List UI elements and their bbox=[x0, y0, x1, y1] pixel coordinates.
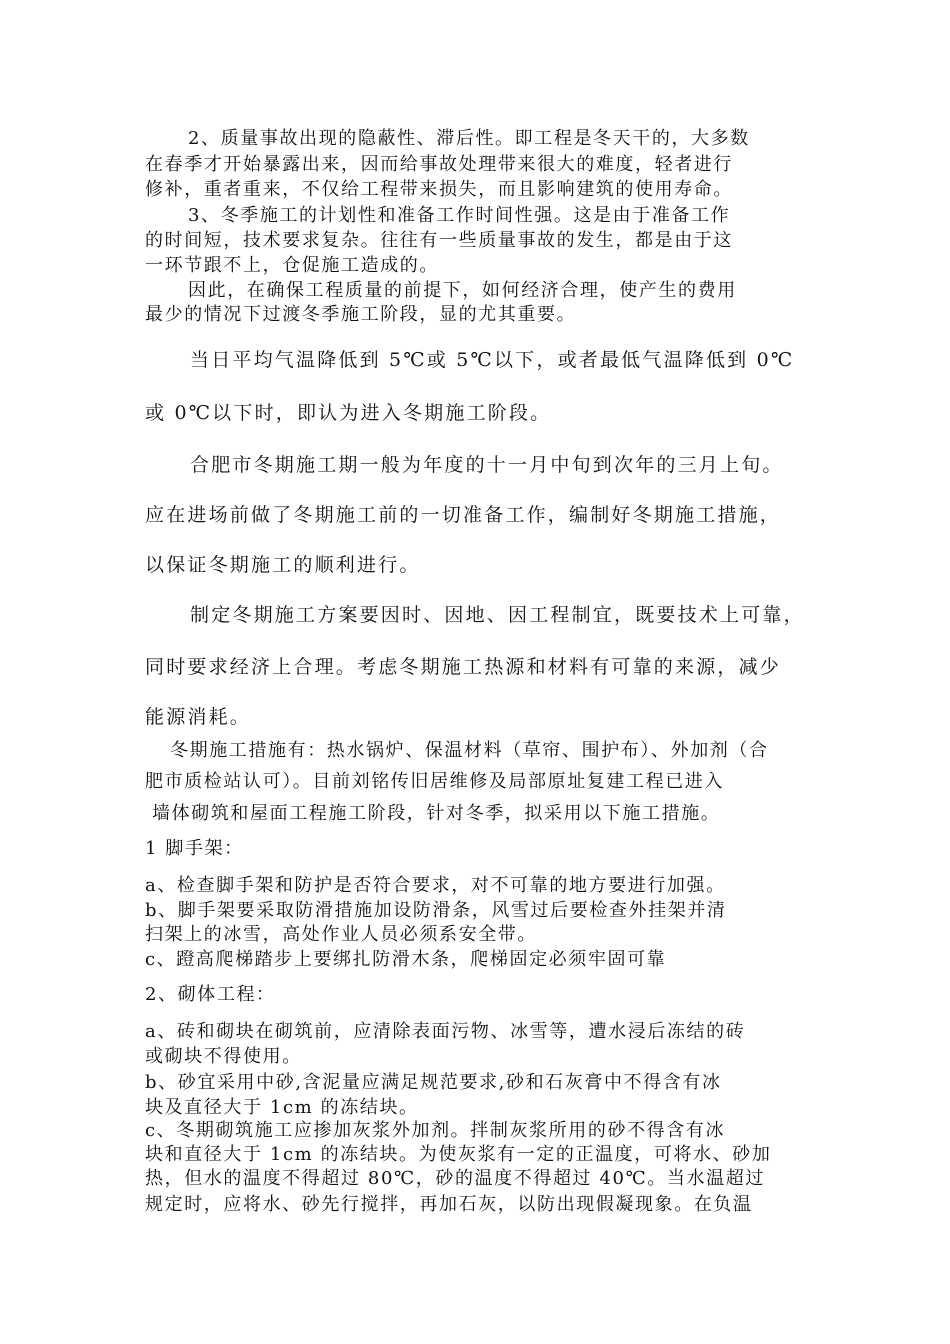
paragraph-line: 热，但水的温度不得超过 80℃，砂的温度不得超过 40℃。当水温超过 bbox=[145, 1168, 765, 1189]
paragraph-line: 冬期施工措施有：热水锅炉、保温材料（草帘、围护布）、外加剂（合 bbox=[170, 740, 769, 761]
paragraph-line: 因此，在确保工程质量的前提下，如何经济合理，使产生的费用 bbox=[188, 280, 737, 301]
paragraph-line: 同时要求经济上合理。考虑冬期施工热源和材料有可靠的来源，减少 bbox=[145, 656, 782, 678]
paragraph-line: 一环节跟不上，仓促施工造成的。 bbox=[145, 255, 439, 276]
paragraph-line: 2、质量事故出现的隐蔽性、滞后性。即工程是冬天干的，大多数 bbox=[188, 128, 750, 149]
paragraph-line: a、砖和砌块在砌筑前，应清除表面污物、冰雪等，遭水浸后冻结的砖 bbox=[145, 1021, 746, 1042]
paragraph-line: c、冬期砌筑施工应掺加灰浆外加剂。拌制灰浆所用的砂不得含有冰 bbox=[145, 1120, 726, 1141]
paragraph-line: 或砌块不得使用。 bbox=[145, 1046, 302, 1067]
paragraph-line: 或 0℃以下时，即认为进入冬期施工阶段。 bbox=[145, 402, 552, 424]
paragraph-line: 最少的情况下过渡冬季施工阶段，显的尤其重要。 bbox=[145, 304, 577, 325]
paragraph-line: 能源消耗。 bbox=[145, 706, 252, 728]
paragraph-line: 扫架上的冰雪，高处作业人员必须系安全带。 bbox=[145, 924, 537, 945]
paragraph-line: 以保证冬期施工的顺利进行。 bbox=[145, 554, 421, 576]
paragraph-line: 制定冬期施工方案要因时、因地、因工程制宜，既要技术上可靠， bbox=[190, 604, 805, 626]
paragraph-line: 应在进场前做了冬期施工前的一切准备工作，编制好冬期施工措施， bbox=[145, 504, 782, 526]
paragraph-line: b、脚手架要采取防滑措施加设防滑条，风雪过后要检查外挂架并清 bbox=[145, 900, 727, 921]
paragraph-line: 肥市质检站认可）。目前刘铭传旧居维修及局部原址复建工程已进入 bbox=[145, 771, 724, 792]
paragraph-line: 3、冬季施工的计划性和准备工作时间性强。这是由于准备工作 bbox=[188, 205, 731, 226]
paragraph-line: b、砂宜采用中砂,含泥量应满足规范要求,砂和石灰膏中不得含有冰 bbox=[145, 1072, 722, 1093]
paragraph-line: 块及直径大于 1cm 的冻结块。 bbox=[145, 1097, 419, 1118]
section-heading: 2、砌体工程： bbox=[145, 984, 276, 1005]
paragraph-line: 规定时，应将水、砂先行搅拌，再加石灰，以防出现假凝现象。在负温 bbox=[145, 1194, 753, 1215]
paragraph-line: 在春季才开始暴露出来，因而给事故处理带来很大的难度，轻者进行 bbox=[145, 154, 733, 175]
paragraph-line: 块和直径大于 1cm 的冻结块。为使灰浆有一定的正温度，可将水、砂加 bbox=[145, 1144, 772, 1165]
paragraph-line: c、蹬高爬梯踏步上要绑扎防滑木条，爬梯固定必须牢固可靠 bbox=[145, 949, 667, 970]
paragraph-line: 墙体砌筑和屋面工程施工阶段，针对冬季，拟采用以下施工措施。 bbox=[152, 803, 721, 824]
section-heading: 1 脚手架： bbox=[145, 838, 244, 859]
paragraph-line: 合肥市冬期施工期一般为年度的十一月中旬到次年的三月上旬。 bbox=[190, 454, 784, 476]
paragraph-line: 的时间短，技术要求复杂。往往有一些质量事故的发生，都是由于这 bbox=[145, 230, 733, 251]
paragraph-line: 修补，重者重来，不仅给工程带来损失，而且影响建筑的使用寿命。 bbox=[145, 179, 733, 200]
paragraph-line: 当日平均气温降低到 5℃或 5℃以下，或者最低气温降低到 0℃ bbox=[190, 349, 795, 371]
paragraph-line: a、检查脚手架和防护是否符合要求，对不可靠的地方要进行加强。 bbox=[145, 875, 726, 896]
